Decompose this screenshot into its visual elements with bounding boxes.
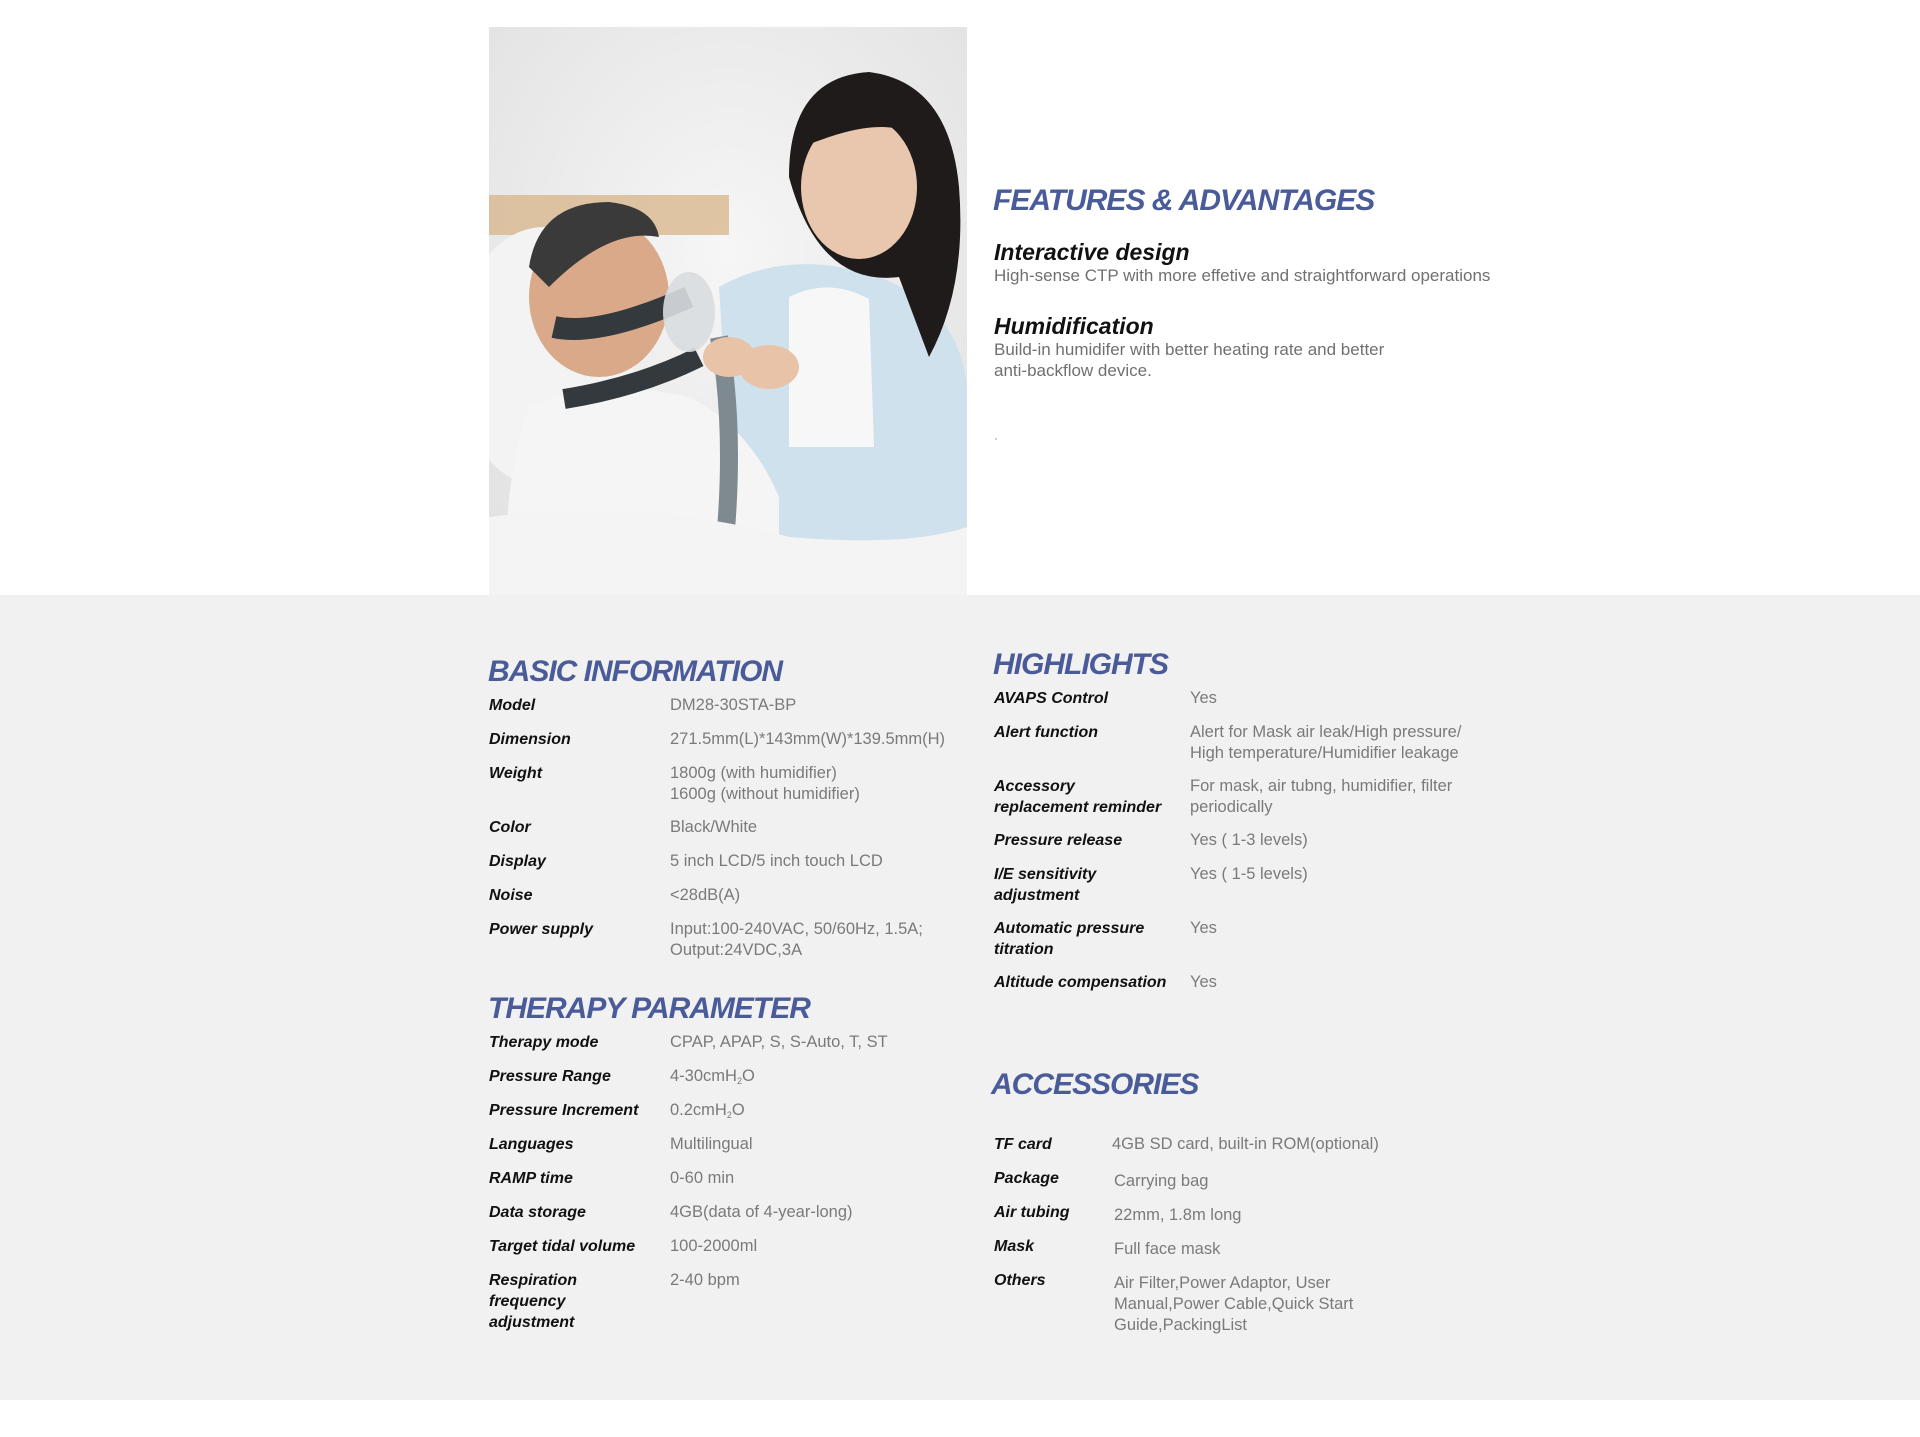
feature-title-interactive-design: Interactive design [994, 239, 1190, 265]
decorative-dot [995, 438, 997, 440]
spec-value-respiration-frequency: 2-40 bpm [670, 1271, 740, 1289]
specs-section [0, 595, 1920, 1400]
spec-value-power-supply: Input:100-240VAC, 50/60Hz, 1.5A; Output:24VDC,3A [670, 920, 923, 959]
spec-label-dimension: Dimension [489, 731, 571, 748]
feature-desc-interactive-design: High-sense CTP with more effetive and straightforward operations [994, 266, 1491, 285]
spec-value-dimension: 271.5mm(L)*143mm(W)*139.5mm(H) [670, 730, 946, 748]
spec-value-others: Air Filter,Power Adaptor, User Manual,Power Cable,Quick Start Guide,PackingList [1114, 1274, 1354, 1334]
spec-label-weight: Weight [489, 765, 543, 782]
spec-label-respiration-frequency: Respiration frequency adjustment [489, 1272, 578, 1331]
spec-value-model: DM28-30STA-BP [670, 696, 797, 714]
spec-label-others: Others [994, 1272, 1046, 1289]
highlights-heading: HIGHLIGHTS [993, 648, 1168, 681]
spec-value-weight: 1800g (with humidifier) 1600g (without humidifier) [670, 764, 860, 803]
spec-value-therapy-mode: CPAP, APAP, S, S-Auto, T, ST [670, 1033, 888, 1051]
spec-value-ie-sensitivity: Yes ( 1-5 levels) [1190, 865, 1308, 883]
spec-label-noise: Noise [489, 887, 533, 904]
spec-value-avaps-control: Yes [1190, 689, 1217, 707]
feature-title-humidification: Humidification [994, 313, 1154, 339]
spec-value-mask: Full face mask [1114, 1240, 1221, 1258]
therapy-parameter-heading: THERAPY PARAMETER [488, 992, 810, 1025]
spec-value-package: Carrying bag [1114, 1172, 1209, 1190]
spec-label-power-supply: Power supply [489, 921, 594, 938]
spec-label-alert-function: Alert function [994, 724, 1098, 741]
accessories-heading: ACCESSORIES [991, 1068, 1199, 1101]
spec-label-accessory-reminder: Accessory replacement reminder [994, 778, 1162, 816]
spec-value-display: 5 inch LCD/5 inch touch LCD [670, 852, 883, 870]
basic-info-heading: BASIC INFORMATION [488, 655, 783, 688]
spec-label-air-tubing: Air tubing [994, 1204, 1070, 1221]
spec-value-pressure-range: 4-30cmH$_2$O [670, 1067, 755, 1086]
spec-label-languages: Languages [489, 1136, 574, 1153]
spec-label-target-tidal-volume: Target tidal volume [489, 1238, 636, 1255]
spec-label-mask: Mask [994, 1238, 1035, 1255]
spec-label-altitude-compensation: Altitude compensation [994, 974, 1167, 991]
spec-value-ramp-time: 0-60 min [670, 1169, 735, 1187]
spec-value-automatic-titration: Yes [1190, 919, 1217, 937]
spec-value-languages: Multilingual [670, 1135, 753, 1153]
spec-label-ie-sensitivity: I/E sensitivity adjustment [994, 866, 1097, 904]
spec-label-automatic-titration: Automatic pressure titration [994, 920, 1145, 958]
spec-label-ramp-time: RAMP time [489, 1170, 573, 1187]
spec-value-color: Black/White [670, 818, 758, 836]
spec-label-display: Display [489, 853, 546, 870]
spec-label-pressure-range: Pressure Range [489, 1068, 611, 1085]
page-bottom-margin [0, 1400, 1920, 1437]
spec-value-alert-function: Alert for Mask air leak/High pressure/ High temperature/Humidifier leakage [1190, 723, 1462, 762]
spec-label-pressure-increment: Pressure Increment [489, 1102, 639, 1119]
product-photo [489, 27, 967, 595]
feature-desc-humidification: Build-in humidifer with better heating rate and better anti-backflow device. [994, 340, 1385, 380]
spec-label-tf-card: TF card [994, 1136, 1052, 1153]
spec-value-pressure-release: Yes ( 1-3 levels) [1190, 831, 1308, 849]
spec-label-data-storage: Data storage [489, 1204, 586, 1221]
features-heading: FEATURES & ADVANTAGES [993, 184, 1375, 217]
spec-value-target-tidal-volume: 100-2000ml [670, 1237, 758, 1255]
spec-label-color: Color [489, 819, 531, 836]
spec-value-altitude-compensation: Yes [1190, 973, 1217, 991]
photo-illustration [489, 27, 967, 595]
spec-value-pressure-increment: 0.2cmH$_2$O [670, 1101, 745, 1120]
spec-value-accessory-reminder: For mask, air tubng, humidifier, filter periodically [1190, 777, 1453, 816]
spec-value-tf-card: 4GB SD card, built-in ROM(optional) [1112, 1135, 1379, 1153]
spec-value-noise: <28dB(A) [670, 886, 741, 904]
spec-value-data-storage: 4GB(data of 4-year-long) [670, 1203, 853, 1221]
spec-label-avaps-control: AVAPS Control [994, 690, 1109, 707]
spec-value-air-tubing: 22mm, 1.8m long [1114, 1206, 1242, 1224]
spec-label-model: Model [489, 697, 536, 714]
spec-label-therapy-mode: Therapy mode [489, 1034, 599, 1051]
spec-label-package: Package [994, 1170, 1059, 1187]
spec-label-pressure-release: Pressure release [994, 832, 1123, 849]
